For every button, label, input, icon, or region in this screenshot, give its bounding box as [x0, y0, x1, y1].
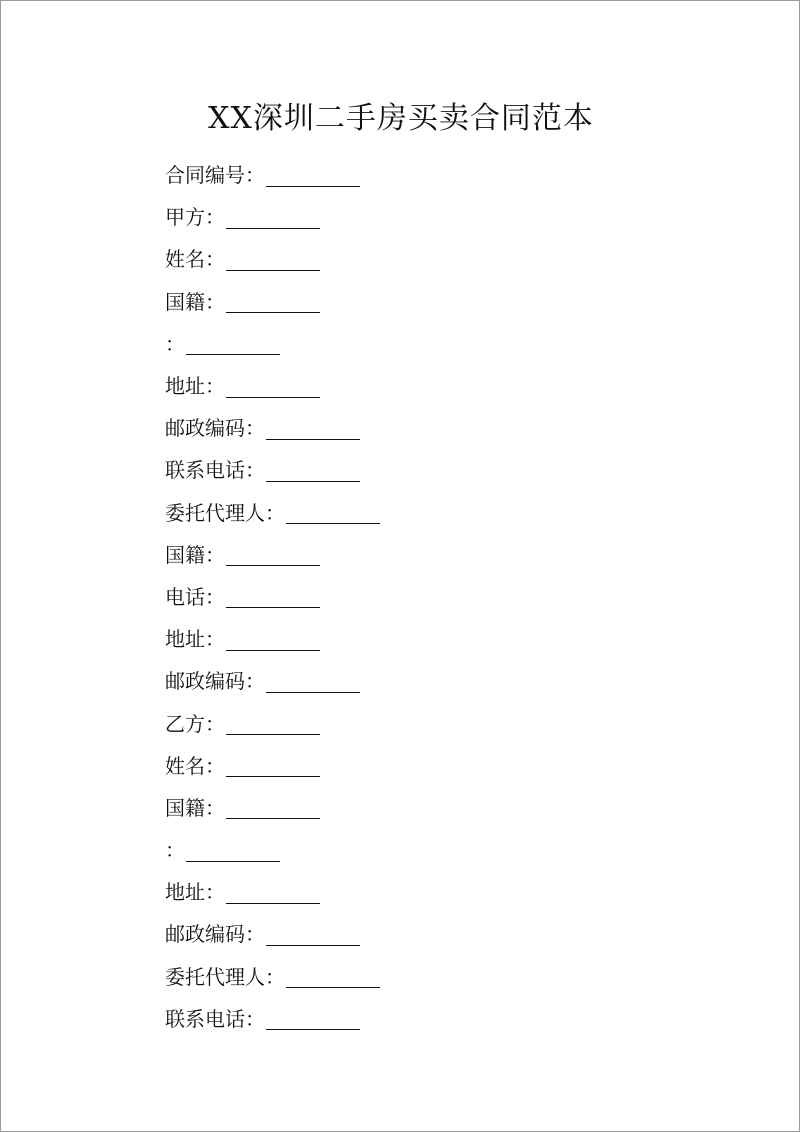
- fill-in-blank: [266, 676, 360, 693]
- field-party-b-address: [165, 871, 725, 913]
- field-label: 委托代理人：: [165, 964, 285, 989]
- field-agent-phone: [165, 576, 725, 618]
- fill-in-blank: [286, 971, 380, 988]
- field-label: 联系电话：: [165, 1006, 265, 1031]
- fill-in-blank: [266, 423, 360, 440]
- fill-in-blank: [266, 1013, 360, 1030]
- fill-in-blank: [226, 887, 320, 904]
- fill-in-blank: [266, 170, 360, 187]
- fill-in-blank: [266, 465, 360, 482]
- field-party-a-unlabeled: [165, 323, 725, 365]
- field-label: 国籍：: [165, 795, 225, 820]
- field-party-a-address: [165, 365, 725, 407]
- field-label: 邮政编码：: [165, 669, 265, 694]
- fill-in-blank: [226, 718, 320, 735]
- field-label: 姓名：: [165, 247, 225, 272]
- field-party-a: [165, 196, 725, 238]
- field-contract-number: [165, 154, 725, 196]
- fill-in-blank: [226, 634, 320, 651]
- fill-in-blank: [186, 845, 280, 862]
- fill-in-blank: [226, 760, 320, 777]
- field-party-b-name: [165, 745, 725, 787]
- field-label: 地址：: [165, 880, 225, 905]
- field-party-b-phone: [165, 998, 725, 1040]
- fill-in-blank: [226, 254, 320, 271]
- field-label: 委托代理人：: [165, 500, 285, 525]
- field-label: 姓名：: [165, 753, 225, 778]
- field-label: 乙方：: [165, 711, 225, 736]
- field-label: 联系电话：: [165, 458, 265, 483]
- fill-in-blank: [226, 802, 320, 819]
- contract-field-list: [165, 154, 725, 1040]
- field-party-b-agent: [165, 956, 725, 998]
- field-label: 地址：: [165, 374, 225, 399]
- field-agent-nationality: [165, 534, 725, 576]
- document-title: XX深圳二手房买卖合同范本: [208, 101, 594, 136]
- fill-in-blank: [226, 296, 320, 313]
- field-label: ：: [165, 331, 185, 356]
- field-agent-address: [165, 618, 725, 660]
- fill-in-blank: [286, 507, 380, 524]
- field-party-a-nationality: [165, 281, 725, 323]
- field-party-a-agent: [165, 492, 725, 534]
- field-party-a-name: [165, 238, 725, 280]
- field-label: 国籍：: [165, 542, 225, 567]
- field-label: 国籍：: [165, 289, 225, 314]
- fill-in-blank: [226, 212, 320, 229]
- field-party-b-postal-code: [165, 913, 725, 955]
- fill-in-blank: [266, 929, 360, 946]
- field-party-b-nationality: [165, 787, 725, 829]
- fill-in-blank: [226, 591, 320, 608]
- field-label: 电话：: [165, 584, 225, 609]
- fill-in-blank: [186, 338, 280, 355]
- field-party-a-phone: [165, 449, 725, 491]
- field-label: 合同编号：: [165, 163, 265, 188]
- fill-in-blank: [226, 381, 320, 398]
- fill-in-blank: [226, 549, 320, 566]
- field-label: 邮政编码：: [165, 416, 265, 441]
- field-agent-postal-code: [165, 660, 725, 702]
- field-label: 地址：: [165, 627, 225, 652]
- field-label: 邮政编码：: [165, 922, 265, 947]
- field-label: 甲方：: [165, 205, 225, 230]
- field-party-b: [165, 702, 725, 744]
- field-party-b-unlabeled: [165, 829, 725, 871]
- field-label: ：: [165, 838, 185, 863]
- field-party-a-postal-code: [165, 407, 725, 449]
